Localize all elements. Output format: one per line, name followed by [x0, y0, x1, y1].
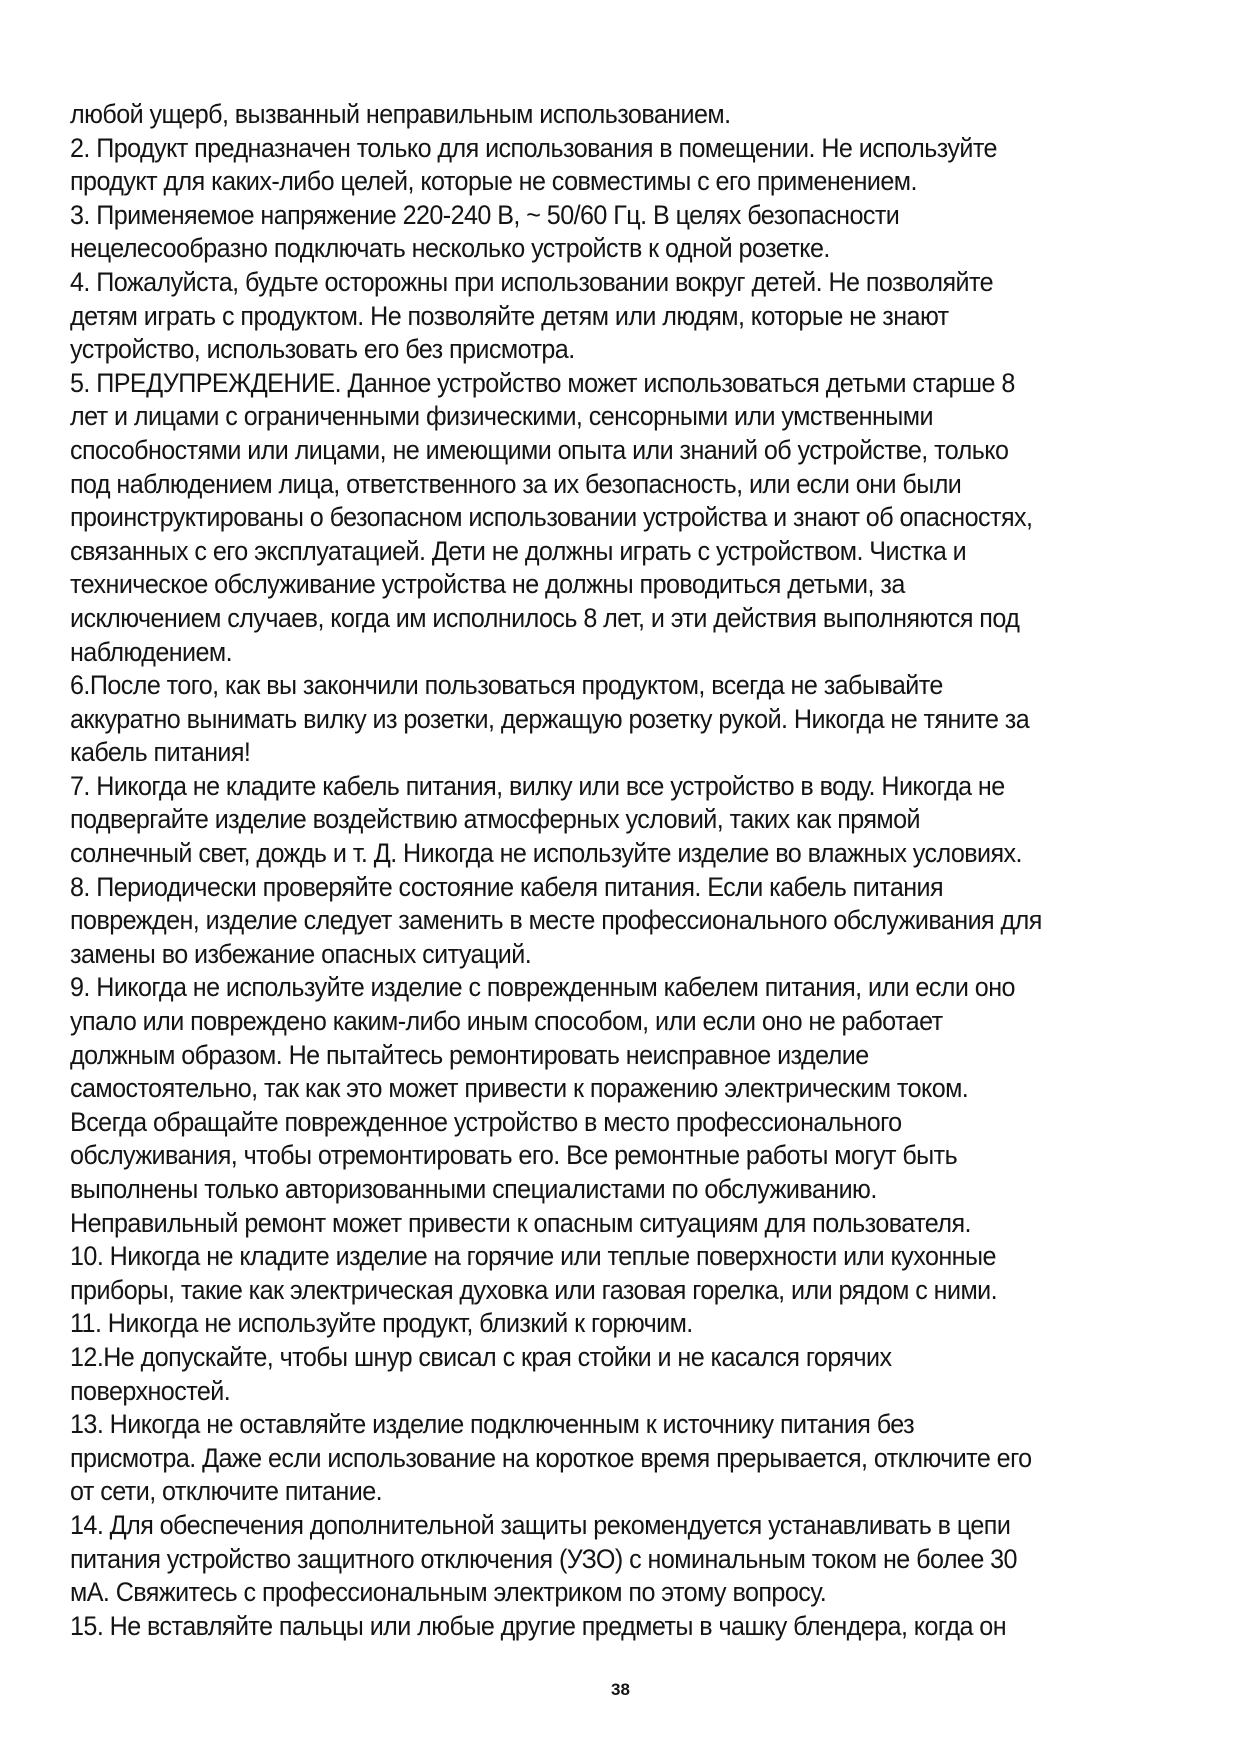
- text-line: кабель питания!: [70, 737, 251, 768]
- text-line: присмотра. Даже если использование на короткое время прерывается, отключите его: [70, 1442, 1032, 1473]
- text-line: 2. Продукт предназначен только для использования в помещении. Не используйте: [70, 132, 997, 163]
- text-line: 3. Применяемое напряжение 220-240 В, ~ 50/60 Гц. В целях безопасности: [70, 199, 900, 230]
- text-line: 10. Никогда не кладите изделие на горячие или теплые поверхности или кухонные: [70, 1241, 996, 1272]
- text-line: выполнены только авторизованными специалистами по обслуживанию.: [70, 1174, 877, 1204]
- text-line: 5. ПРЕДУПРЕЖДЕНИЕ. Данное устройство может использоваться детьми старше 8: [70, 367, 1015, 398]
- safety-instructions-text: [70, 98, 1102, 1643]
- page-number: 38: [611, 1680, 630, 1699]
- text-line: детям играть с продуктом. Не позволяйте детям или людям, которые не знают: [70, 300, 949, 331]
- text-line: аккуратно вынимать вилку из розетки, держащую розетку рукой. Никогда не тяните за: [70, 703, 1030, 734]
- text-line: должным образом. Не пытайтесь ремонтировать неисправное изделие: [70, 1039, 869, 1070]
- text-line: упало или повреждено каким-либо иным способом, или если оно не работает: [70, 1006, 943, 1037]
- text-line: 14. Для обеспечения дополнительной защиты рекомендуется устанавливать в цепи: [70, 1509, 1011, 1540]
- text-line: обслуживания, чтобы отремонтировать его. Все ремонтные работы могут быть: [70, 1140, 958, 1171]
- text-line: 8. Периодически проверяйте состояние кабеля питания. Если кабель питания: [70, 871, 944, 902]
- text-line: исключением случаев, когда им исполнилось 8 лет, и эти действия выполняются под: [70, 602, 1020, 633]
- text-line: поврежден, изделие следует заменить в месте профессионального обслуживания для: [70, 905, 1042, 936]
- text-line: 12.Не допускайте, чтобы шнур свисал с края стойки и не касался горячих: [70, 1341, 892, 1372]
- text-line: солнечный свет, дождь и т. Д. Никогда не используйте изделие во влажных условиях.: [70, 838, 1022, 869]
- text-line: Неправильный ремонт может привести к опасным ситуациям для пользователя.: [70, 1207, 971, 1238]
- text-line: продукт для каких-либо целей, которые не совместимы с его применением.: [70, 166, 917, 197]
- text-line: 13. Никогда не оставляйте изделие подключенным к источнику питания без: [70, 1409, 915, 1440]
- text-line: 9. Никогда не используйте изделие с поврежденным кабелем питания, или если оно: [70, 972, 1015, 1003]
- text-line: нецелесообразно подключать несколько устройств к одной розетке.: [70, 233, 830, 264]
- text-line: самостоятельно, так как это может привести к поражению электрическим током.: [70, 1073, 969, 1104]
- text-line: 7. Никогда не кладите кабель питания, вилку или все устройство в воду. Никогда не: [70, 770, 1005, 801]
- text-line: устройство, использовать его без присмотра.: [70, 334, 575, 365]
- text-line: Всегда обращайте поврежденное устройство в место профессионального: [70, 1106, 902, 1137]
- text-line: мА. Свяжитесь с профессиональным электриком по этому вопросу.: [70, 1577, 827, 1608]
- text-line: 15. Не вставляйте пальцы или любые другие предметы в чашку блендера, когда он: [70, 1610, 1007, 1641]
- text-line: питания устройство защитного отключения (УЗО) с номинальным током не более 30: [70, 1543, 1017, 1574]
- text-line: замены во избежание опасных ситуаций.: [70, 938, 532, 969]
- text-line: любой ущерб, вызванный неправильным использованием.: [70, 99, 731, 129]
- text-line: подвергайте изделие воздействию атмосферных условий, таких как прямой: [70, 804, 921, 835]
- text-line: под наблюдением лица, ответственного за их безопасность, или если они были: [70, 468, 962, 499]
- text-line: способностями или лицами, не имеющими опыта или знаний об устройстве, только: [70, 434, 1009, 465]
- text-line: 4. Пожалуйста, будьте осторожны при использовании вокруг детей. Не позволяйте: [70, 266, 994, 297]
- text-line: связанных с его эксплуатацией. Дети не должны играть с устройством. Чистка и: [70, 535, 967, 566]
- text-line: наблюдением.: [70, 636, 233, 667]
- text-line: проинструктированы о безопасном использовании устройства и знают об опасностях,: [70, 502, 1033, 533]
- text-line: приборы, такие как электрическая духовка или газовая горелка, или рядом с ними.: [70, 1274, 998, 1305]
- text-line: лет и лицами с ограниченными физическими, сенсорными или умственными: [70, 401, 933, 432]
- text-line: техническое обслуживание устройства не должны проводиться детьми, за: [70, 569, 905, 600]
- text-line: 6.После того, как вы закончили пользоваться продуктом, всегда не забывайте: [70, 670, 943, 701]
- text-line: поверхностей.: [70, 1375, 231, 1406]
- text-line: 11. Никогда не используйте продукт, близкий к горючим.: [70, 1308, 693, 1339]
- text-line: от сети, отключите питание.: [70, 1476, 383, 1507]
